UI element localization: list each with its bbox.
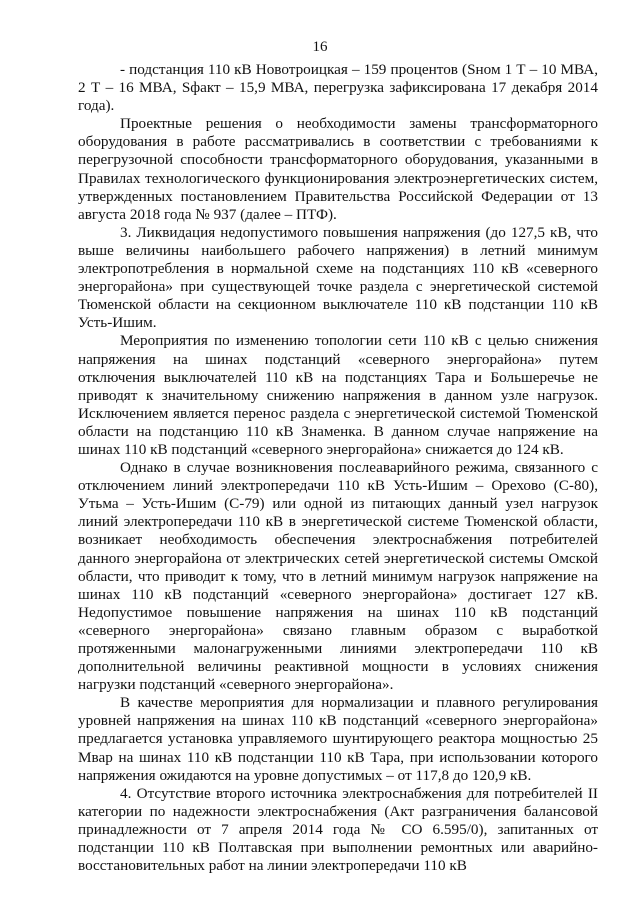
paragraph-post-emergency: Однако в случае возникновения послеаварийного режима, связанного с отключением линий электропередачи 110 кВ Усть-Ишим – Орехово (С-80), Утьма – Усть-Ишим (С-79) или одной из питающих данный узел нагрузок линий электропередачи 110 кВ в энергетической системе Тюменской области, возникает необходимость обеспечения электроснабжения потребителей данного энергорайона от электрических сетей энергетической системы Омской области, что приводит к тому, что в летний минимум нагрузок напряжение на шинах 110 кВ подстанций «северного энергорайона» достигает 127 кВ. Недопустимое повышение напряжения на шинах 110 кВ подстанций «северного энергорайона» связано главным образом с выработкой протяженными малонагруженными линиями электропередачи 110 кВ дополнительной величины реактивной мощности в условиях снижения нагрузки подстанций «северного энергорайона». xyxy=(78,459,598,694)
paragraph-design-decisions: Проектные решения о необходимости замены трансформаторного оборудования в работе рассматривались в соответствии с требованиями к перегрузочной способности трансформаторного оборудования, указанными в Правилах технологического функционирования электроэнергетических систем, утвержденных постановлением Правительства Российской Федерации от 13 августа 2018 года № 937 (далее – ПТФ). xyxy=(78,115,598,223)
paragraph-shunt-reactor: В качестве мероприятия для нормализации и плавного регулирования уровней напряжения на шинах 110 кВ подстанций «северного энергорайона» предлагается установка управляемого шунтирующего реактора мощностью 25 Мвар на шинах 110 кВ подстанции 110 кВ Тара, при использовании которого напряжения ожидаются на уровне допустимых – от 117,8 до 120,9 кВ. xyxy=(78,694,598,784)
document-body xyxy=(78,61,598,875)
paragraph-item-4-second-source: 4. Отсутствие второго источника электроснабжения для потребителей II категории по надежности электроснабжения (Акт разграничения балансовой принадлежности от 7 апреля 2014 года № СО 6.595/0), запитанных от подстанции 110 кВ Полтавская при выполнении ремонтных или аварийно-восстановительных работ на линии электропередачи 110 кВ xyxy=(78,784,598,875)
page-number: 16 xyxy=(312,39,328,55)
paragraph-item-3-voltage: 3. Ликвидация недопустимого повышения напряжения (до 127,5 кВ, что выше величины наибольшего рабочего напряжения) в летний минимум электропотребления в нормальной схеме на подстанциях 110 кВ «северного энергорайона» при существующей точке раздела с энергетической системой Тюменской области на секционном выключателе 110 кВ подстанции 110 кВ Усть-Ишим. xyxy=(78,223,598,332)
paragraph-topology-measures: Мероприятия по изменению топологии сети 110 кВ с целью снижения напряжения на шинах подстанций «северного энергорайона» путем отключения выключателей 110 кВ на подстанциях Тара и Большеречье не приводят к значительному снижению напряжения в данном узле нагрузок. Исключением является перенос раздела с энергетической системой Тюменской области на подстанцию 110 кВ Знаменка. В данном случае напряжение на шинах 110 кВ подстанций «северного энергорайона» снижается до 124 кВ. xyxy=(78,332,598,458)
paragraph-substation-novotroitskaya: - подстанция 110 кВ Новотроицкая – 159 процентов (Sном 1 Т – 10 МВА, 2 Т – 16 МВА, Sфакт – 15,9 МВА, перегрузка зафиксирована 17 декабря 2014 года). xyxy=(78,61,598,115)
